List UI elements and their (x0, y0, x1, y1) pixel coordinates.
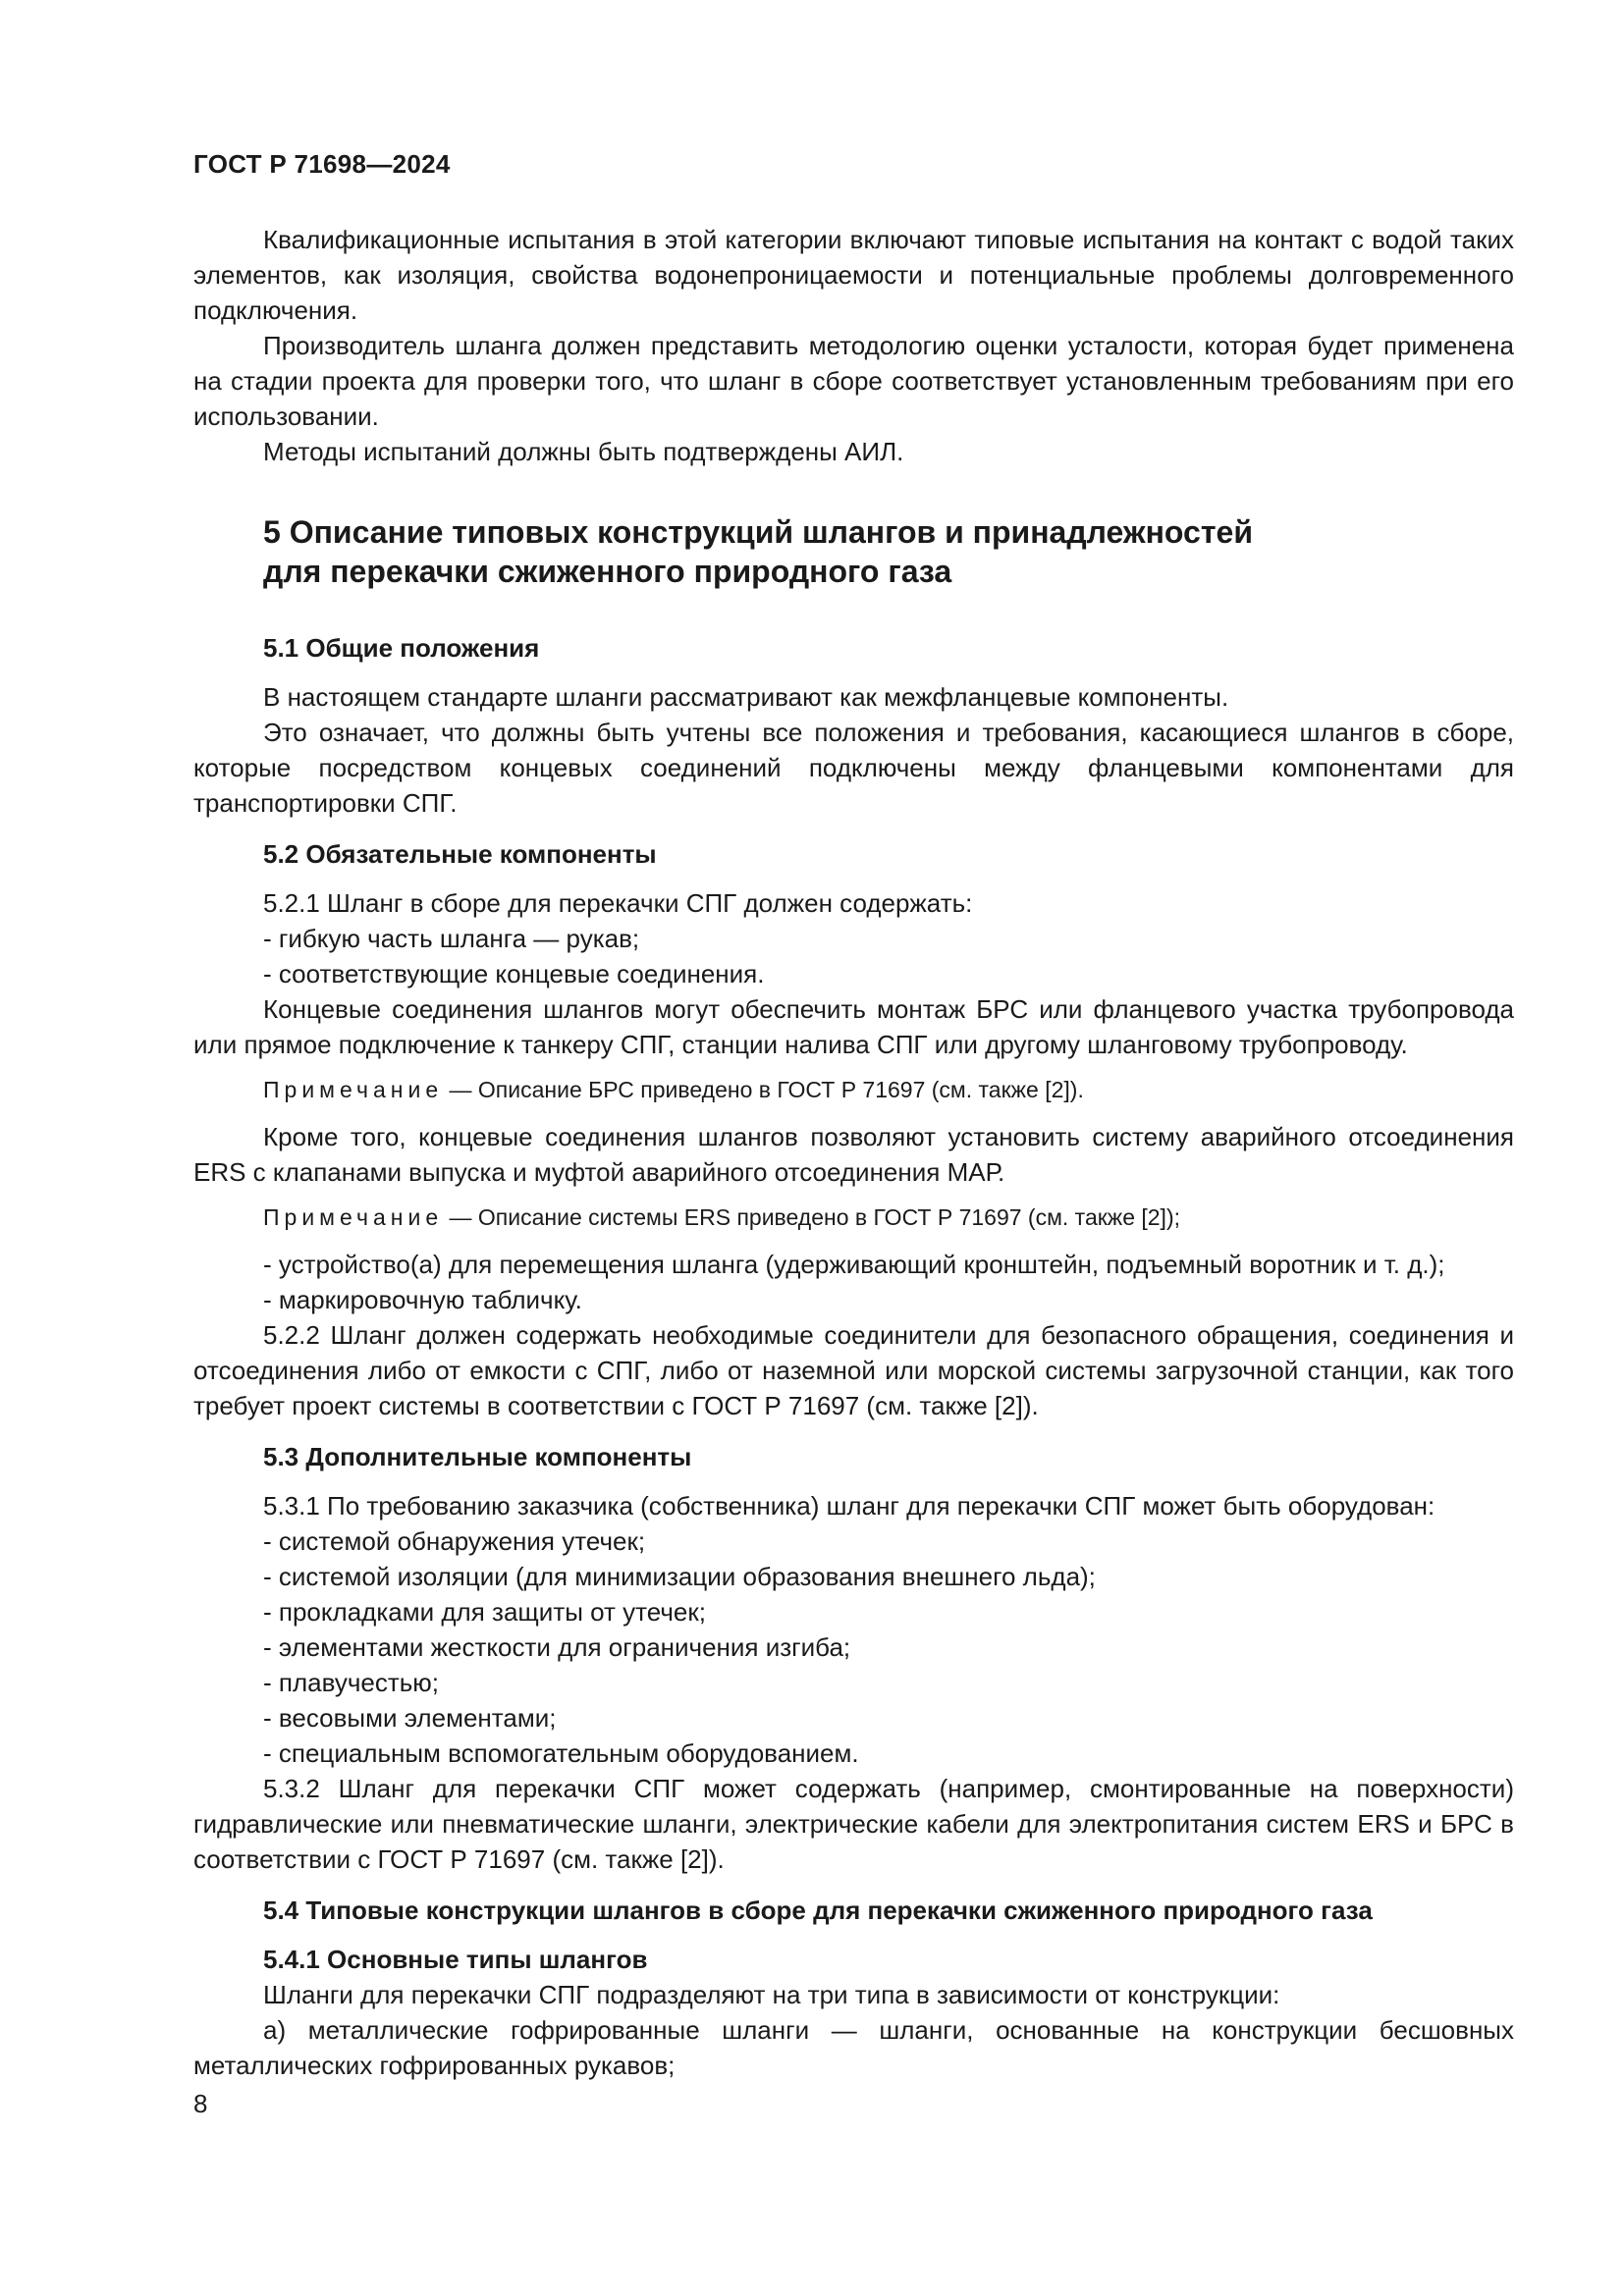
page-content (193, 222, 1514, 2083)
section-5-2-heading: 5.2 Обязательные компоненты (263, 839, 657, 869)
s5-1-paragraph-2: Это означает, что должны быть учтены все положения и требования, касающиеся шлангов в сборе, которые посредством концевых соединений подключены между фланцевыми компонентами для транспортировки СПГ. (193, 718, 1514, 818)
s5-3-2-paragraph: 5.3.2 Шланг для перекачки СПГ может содержать (например, смонтированные на поверхности) гидравлические или пневматические шланги, электрические кабели для электропитания систем ERS и БРС в соответствии с ГОСТ Р 71697 (см. также [2]). (193, 1774, 1514, 1874)
note-text: — Описание системы ERS приведено в ГОСТ Р 71697 (см. также [2]); (443, 1204, 1180, 1230)
s5-2-2-paragraph: 5.2.2 Шланг должен содержать необходимые соединители для безопасного обращения, соединения и отсоединения либо от емкости с СПГ, либо от наземной или морской системы загрузочной станции, как того требует проект системы в соответствии с ГОСТ Р 71697 (см. также [2]). (193, 1320, 1514, 1420)
list-item: - элементами жесткости для ограничения изгиба; (263, 1632, 851, 1662)
s5-4-1-paragraph-1: Шланги для перекачки СПГ подразделяют на три типа в зависимости от конструкции: (263, 1980, 1280, 2009)
intro-paragraph-1: Квалификационные испытания в этой категории включают типовые испытания на контакт с водой таких элементов, как изоляция, свойства водонепроницаемости и потенциальные проблемы долговременного подключения. (193, 225, 1514, 325)
note-label: Примечание (263, 1204, 444, 1230)
note-label: Примечание (263, 1077, 444, 1102)
section-5-heading-line-2: для перекачки сжиженного природного газа (263, 554, 952, 589)
list-item: - плавучестью; (263, 1668, 440, 1697)
list-item: - весовыми элементами; (263, 1703, 557, 1733)
list-item: - маркировочную табличку. (263, 1285, 582, 1314)
s5-4-1-paragraph-2: а) металлические гофрированные шланги — шланги, основанные на конструкции бесшовных металлических гофрированных рукавов; (193, 2015, 1514, 2080)
section-5-1-heading: 5.1 Общие положения (263, 633, 540, 663)
s5-2-paragraph-ers: Кроме того, концевые соединения шлангов позволяют установить систему аварийного отсоединения ERS с клапанами выпуска и муфтой аварийного отсоединения МАР. (193, 1122, 1514, 1187)
s5-1-paragraph-1: В настоящем стандарте шланги рассматривают как межфланцевые компоненты. (263, 682, 1229, 712)
section-5-3-heading: 5.3 Дополнительные компоненты (263, 1442, 692, 1471)
s5-2-paragraph-end-fittings: Концевые соединения шлангов могут обеспечить монтаж БРС или фланцевого участка трубопровода или прямое подключение к танкеру СПГ, станции налива СПГ или другому шланговому трубопроводу. (193, 994, 1514, 1059)
list-item: - гибкую часть шланга — рукав; (263, 924, 640, 953)
note-brs (193, 1074, 1514, 1105)
list-item: - специальным вспомогательным оборудованием. (263, 1738, 859, 1768)
list-item: - системой изоляции (для минимизации образования внешнего льда); (263, 1562, 1096, 1591)
list-item: - системой обнаружения утечек; (263, 1526, 646, 1556)
section-5-4-heading: 5.4 Типовые конструкции шлангов в сборе для перекачки сжиженного природного газа (263, 1896, 1373, 1925)
section-5-heading-line-1: 5 Описание типовых конструкций шлангов и принадлежностей (263, 514, 1253, 550)
section-5-heading (193, 512, 1514, 591)
s5-2-1-paragraph: 5.2.1 Шланг в сборе для перекачки СПГ должен содержать: (263, 888, 973, 918)
s5-3-1-paragraph: 5.3.1 По требованию заказчика (собственника) шланг для перекачки СПГ может быть оборудован: (263, 1491, 1435, 1521)
intro-paragraph-2: Производитель шланга должен представить методологию оценки усталости, которая будет применена на стадии проекта для проверки того, что шланг в сборе соответствует установленным требованиям при его использовании. (193, 331, 1514, 431)
list-item: - прокладками для защиты от утечек; (263, 1597, 706, 1627)
list-item: - устройство(а) для перемещения шланга (удерживающий кронштейн, подъемный воротник и т. д.); (263, 1250, 1445, 1279)
list-item: - соответствующие концевые соединения. (263, 959, 765, 988)
page-number: 8 (193, 2089, 208, 2118)
note-text: — Описание БРС приведено в ГОСТ Р 71697 (см. также [2]). (443, 1077, 1084, 1102)
note-ers (193, 1201, 1514, 1233)
intro-paragraph-3: Методы испытаний должны быть подтверждены АИЛ. (263, 437, 904, 466)
section-5-4-1-heading: 5.4.1 Основные типы шлангов (263, 1945, 648, 1974)
document-number-header: ГОСТ Р 71698—2024 (193, 149, 451, 179)
